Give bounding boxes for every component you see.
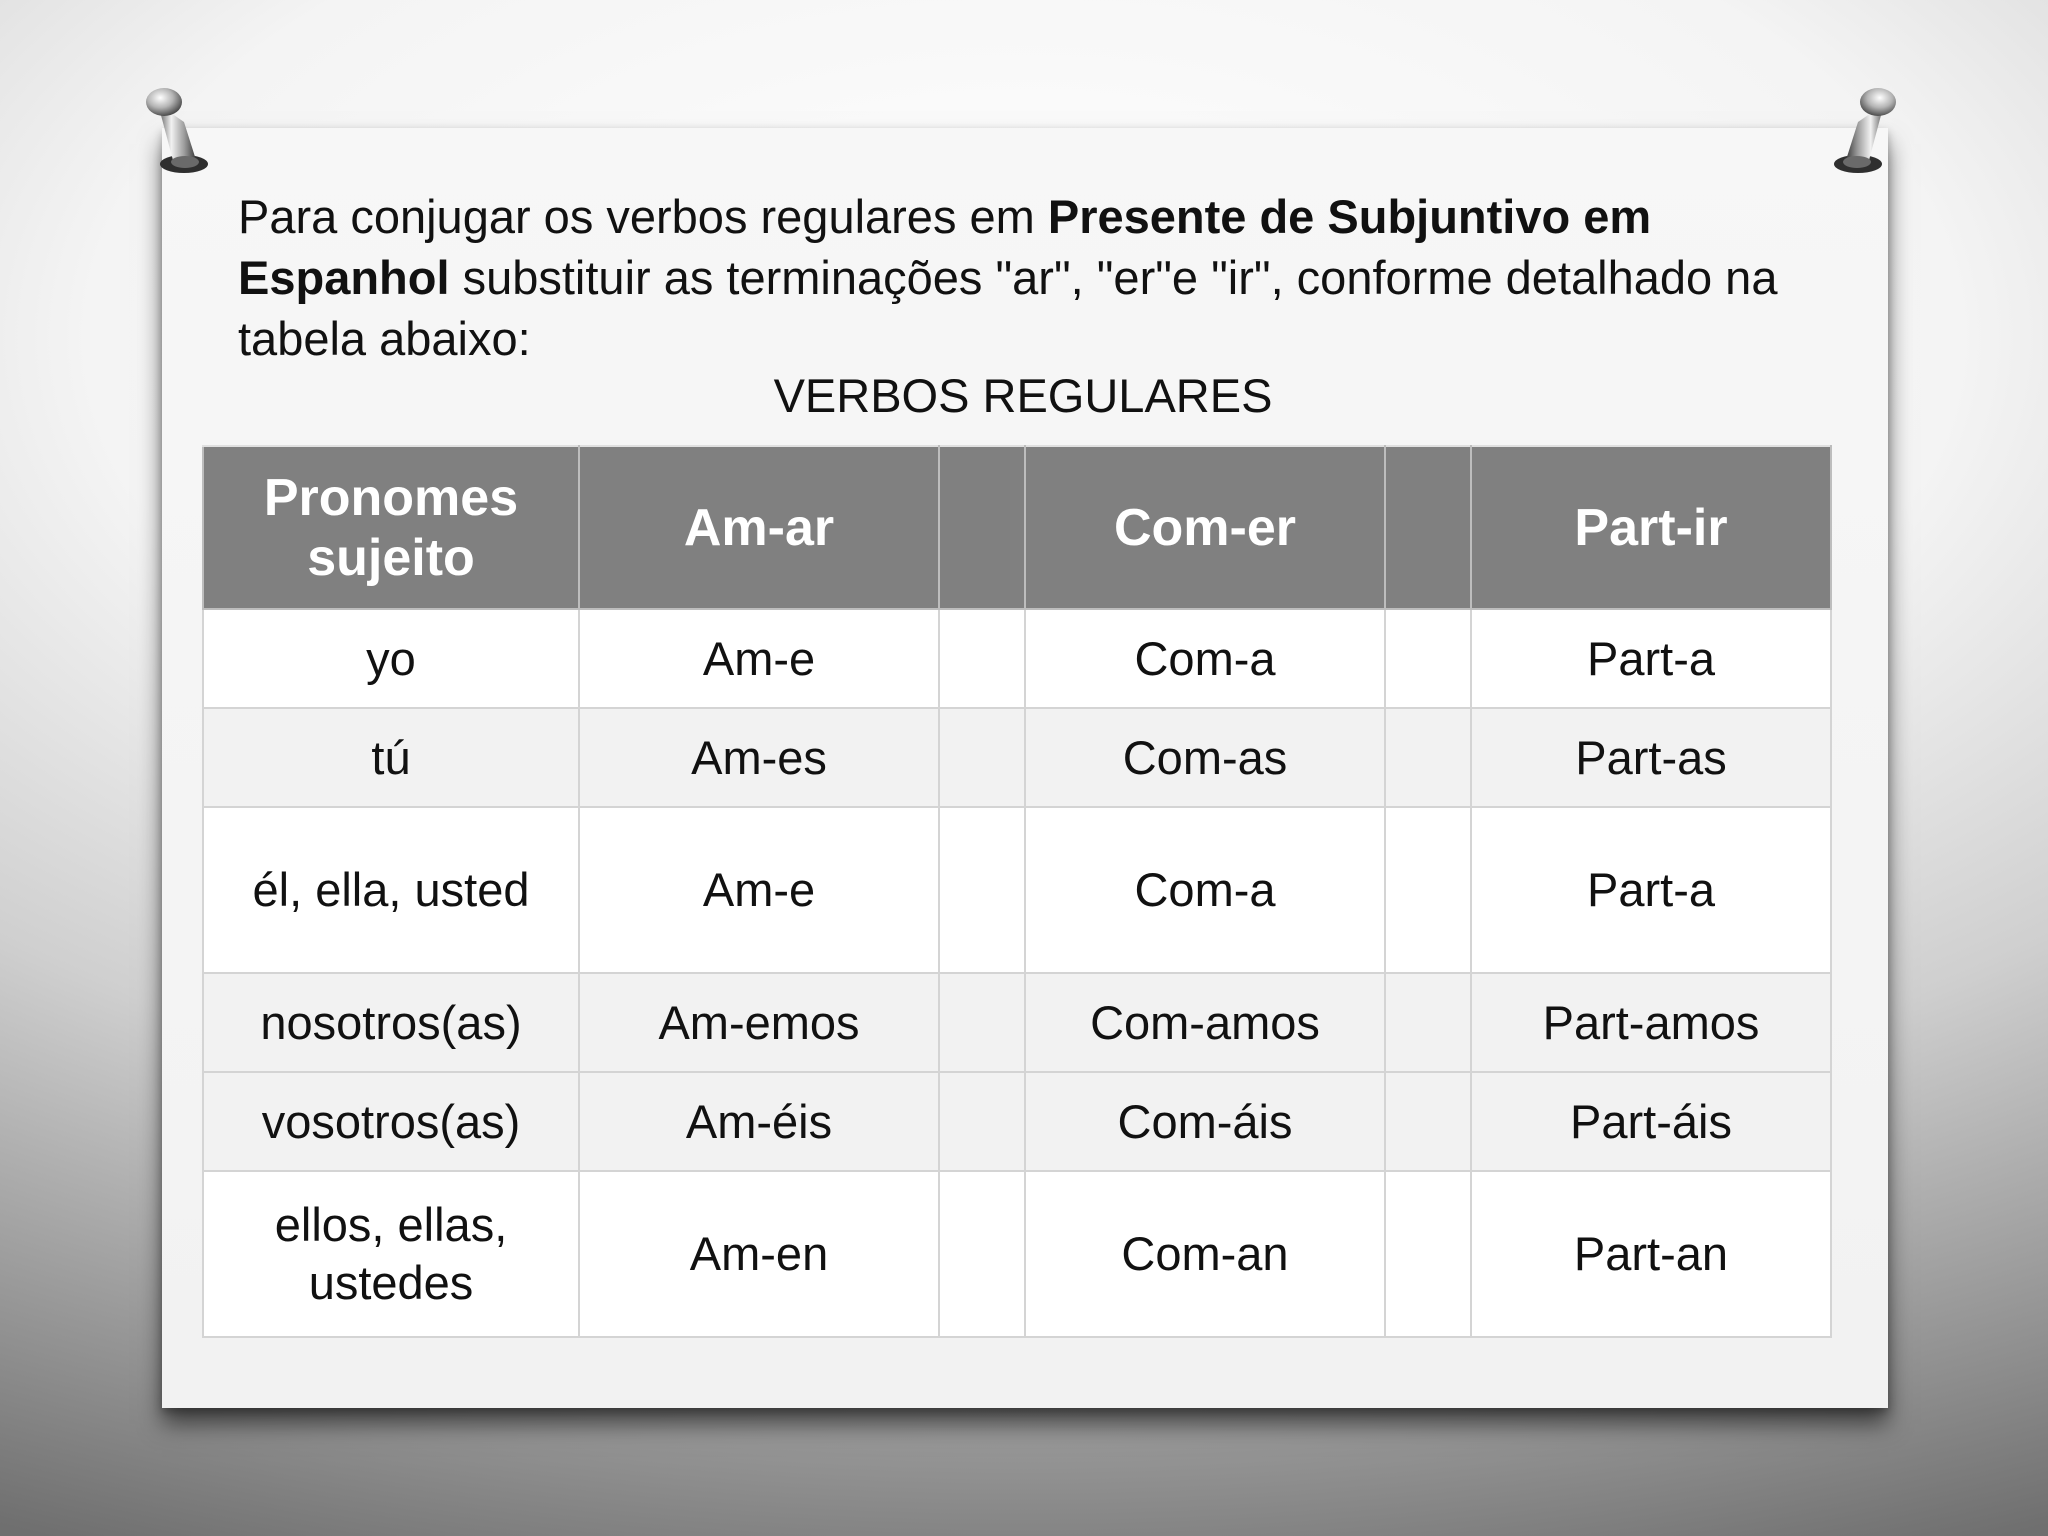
- cell-spacer: [939, 708, 1025, 807]
- cell-ar: Am-e: [579, 807, 939, 973]
- cell-er: Com-amos: [1025, 973, 1385, 1072]
- cell-spacer: [1385, 973, 1471, 1072]
- cell-er: Com-an: [1025, 1171, 1385, 1337]
- cell-pronoun: él, ella, usted: [203, 807, 579, 973]
- cell-ar: Am-es: [579, 708, 939, 807]
- cell-ar: Am-éis: [579, 1072, 939, 1171]
- header-spacer: [1385, 446, 1471, 609]
- cell-pronoun-line2: ustedes: [308, 1256, 474, 1309]
- cell-spacer: [1385, 1072, 1471, 1171]
- push-pin-icon: [140, 82, 214, 178]
- header-pronouns-line2: sujeito: [307, 528, 475, 587]
- conjugation-table: [202, 445, 1832, 1338]
- cell-ir: Part-as: [1471, 708, 1831, 807]
- header-ar: Am-ar: [579, 446, 939, 609]
- table-caption: VERBOS REGULARES: [773, 369, 1273, 422]
- header-pronouns: [203, 446, 579, 609]
- cell-pronoun: vosotros(as): [203, 1072, 579, 1171]
- cell-spacer: [1385, 708, 1471, 807]
- cell-spacer: [939, 1171, 1025, 1337]
- table-row: [203, 1072, 1831, 1171]
- intro-bold-text: Presente de Subjuntivo em Espanhol: [238, 190, 1652, 304]
- header-pronouns-line1: Pronomes: [263, 468, 519, 527]
- table-row: [203, 807, 1831, 973]
- table-row: [203, 973, 1831, 1072]
- cell-pronoun: [203, 1171, 579, 1337]
- cell-er: Com-as: [1025, 708, 1385, 807]
- table-row: [203, 1171, 1831, 1337]
- cell-ar: Am-emos: [579, 973, 939, 1072]
- cell-spacer: [1385, 609, 1471, 708]
- cell-ir: Part-a: [1471, 609, 1831, 708]
- intro-text-before: Para conjugar os verbos regulares em: [238, 190, 1048, 243]
- cell-spacer: [939, 1072, 1025, 1171]
- cell-ar: Am-en: [579, 1171, 939, 1337]
- cell-ar: Am-e: [579, 609, 939, 708]
- table-header-row: [203, 446, 1831, 609]
- cell-pronoun: tú: [203, 708, 579, 807]
- cell-pronoun: yo: [203, 609, 579, 708]
- intro-text-after: substituir as terminações "ar", "er"e "ir", conforme detalhado na tabela abaixo:: [238, 251, 1778, 365]
- cell-spacer: [1385, 1171, 1471, 1337]
- header-er: Com-er: [1025, 446, 1385, 609]
- cell-er: Com-a: [1025, 609, 1385, 708]
- cell-pronoun-line1: ellos, ellas,: [274, 1198, 508, 1251]
- cell-spacer: [939, 973, 1025, 1072]
- push-pin-icon: [1828, 82, 1902, 178]
- header-ir: Part-ir: [1471, 446, 1831, 609]
- table-row: [203, 609, 1831, 708]
- cell-spacer: [1385, 807, 1471, 973]
- cell-er: Com-a: [1025, 807, 1385, 973]
- cell-spacer: [939, 609, 1025, 708]
- table-row: [203, 708, 1831, 807]
- cell-ir: Part-amos: [1471, 973, 1831, 1072]
- cell-ir: Part-an: [1471, 1171, 1831, 1337]
- intro-paragraph: [238, 186, 1838, 369]
- cell-er: Com-áis: [1025, 1072, 1385, 1171]
- cell-ir: Part-a: [1471, 807, 1831, 973]
- header-spacer: [939, 446, 1025, 609]
- cell-spacer: [939, 807, 1025, 973]
- cell-pronoun: nosotros(as): [203, 973, 579, 1072]
- cell-ir: Part-áis: [1471, 1072, 1831, 1171]
